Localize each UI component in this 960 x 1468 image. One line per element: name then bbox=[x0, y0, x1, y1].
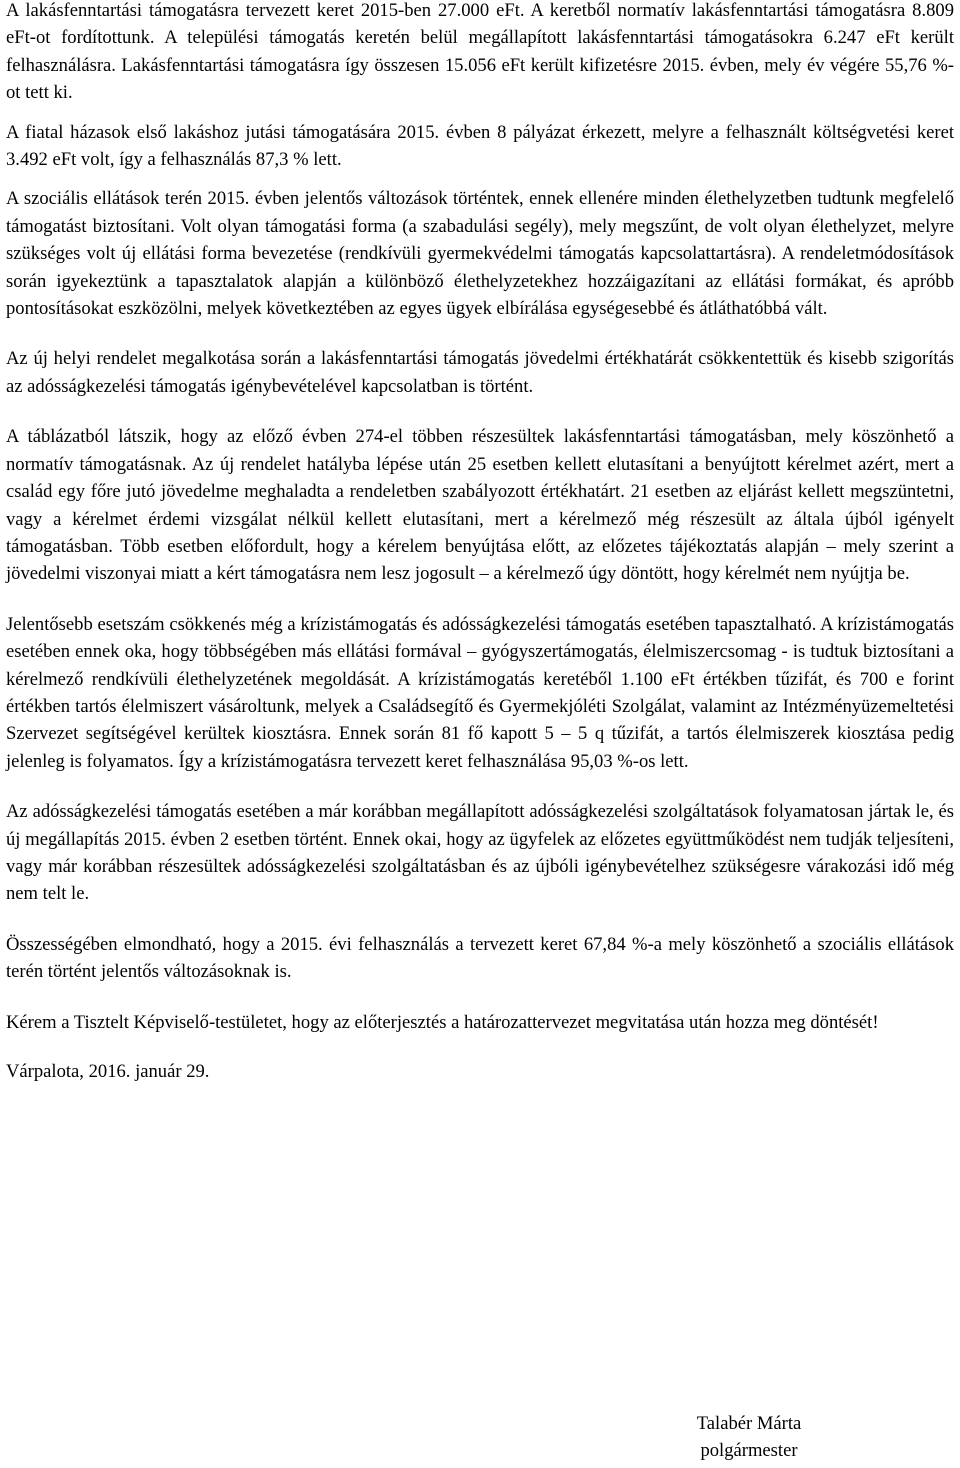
signature-block bbox=[664, 1410, 834, 1465]
paragraph-request: Kérem a Tisztelt Képviselő-testületet, hogy az előterjesztés a határozattervezet megvitatása után hozza meg döntését! bbox=[6, 1011, 879, 1033]
signatory-name: Talabér Márta bbox=[696, 1413, 802, 1434]
signatory-title: polgármester bbox=[700, 1440, 798, 1462]
date-line: Várpalota, 2016. január 29. bbox=[6, 1061, 210, 1082]
paragraph-crisis-support: Jelentősebb esetszám csökkenés még a krízistámogatás és adósságkezelési támogatás esetében tapasztalható. A krízistámogatás esetében ennek oka, hogy többségében más ellátási formával – gyógyszertámogatás, élelmiszercsomag - is tudtuk biztosítani a kérelmező rendkívüli élethelyzetének megoldását. A krízistámogatás keretéből 1.100 eFt értékben tűzifát, és 700 e forint értékben tartós élelmiszert vásároltunk, melyek a Családsegítő és Gyermekjóléti Szolgálat, valamint az Intézményüzemeltetési Szervezet segítségével kerültek kiosztásra. Ennek során 81 fő kapott 5 – 5 q tűzifát, a tartós élelmiszerek kiosztása pedig jelenleg is folyamatos. Így a krízistámogatásra tervezett keret felhasználása 95,03 %-os lett. bbox=[6, 613, 954, 772]
paragraph-summary: Összességében elmondható, hogy a 2015. évi felhasználás a tervezett keret 67,84 %-a mely köszönhető a szociális ellátások terén történt jelentős változásoknak is. bbox=[6, 933, 954, 983]
paragraph-debt-management: Az adósságkezelési támogatás esetében a már korábban megállapított adósságkezelési szolgáltatások folyamatosan jártak le, és új megállapítás 2015. évben 2 esetben történt. Ennek okai, hogy az ügyfelek az előzetes együttműködést nem tudják teljesíteni, vagy már korábban részesültek adósságkezelési szolgáltatásban és az újbóli igénybevételhez szükségesre várakozási idő még nem telt le. bbox=[6, 801, 954, 905]
paragraph-new-regulation: Az új helyi rendelet megalkotása során a lakásfenntartási támogatás jövedelmi értékhatárát csökkentettük és kisebb szigorítás az adósságkezelési támogatás igénybevételével kapcsolatban is történt. bbox=[6, 348, 954, 397]
paragraph-housing-support: A lakásfenntartási támogatásra tervezett keret 2015-ben 27.000 eFt. A keretből normatív lakásfenntartási támogatásra 8.809 eFt-ot fordítottunk. A települési támogatás keretén belül megállapított lakásfenntartási támogatásokra 6.247 eFt került felhasználásra. Lakásfenntartási támogatásra így összesen 15.056 eFt került kifizetésre 2015. évben, mely év végére 55,76 %-ot tett ki. bbox=[6, 0, 954, 104]
paragraph-social-services: A szociális ellátások terén 2015. évben jelentős változások történtek, ennek ellenére minden élethelyzetben tudtunk megfelelő támogatást biztosítani. Volt olyan támogatási forma (a szabadulási segély), mely megszűnt, de volt olyan élethelyzet, melyre szükséges volt új ellátási forma bevezetése (rendkívüli gyermekvédelmi támogatás kapcsolattartásra). A rendeletmódosítások során igyekeztünk a tapasztalatok alapján a különböző élethelyzetekhez hozzáigazítani az ellátási formákat, és apróbb pontosításokat eszközölni, melyek következtében az egyes ügyek elbírálása egységesebbé és átláthatóbbá vált. bbox=[6, 188, 954, 320]
paragraph-young-couples: A fiatal házasok első lakáshoz jutási támogatására 2015. évben 8 pályázat érkezett, melyre a felhasznált költségvetési keret 3.492 eFt volt, így a felhasználás 87,3 % lett. bbox=[6, 121, 954, 171]
paragraph-table-analysis: A táblázatból látszik, hogy az előző évben 274-el többen részesültek lakásfenntartási támogatásban, mely köszönhető a normatív támogatásnak. Az új rendelet hatályba lépése után 25 esetben kellett elutasítani a benyújtott kérelmet azért, mert a család egy főre jutó jövedelme meghaladta a rendeletben szabályozott értékhatárt. 21 esetben az eljárást kellett megszüntetni, vagy a kérelmet érdemi vizsgálat nélkül kellett elutasítani, mert a kérelmező még részesült az általa újból igényelt támogatásban. Több esetben előfordult, hogy a kérelem benyújtása előtt, az előzetes tájékoztatás alapján – mely szerint a jövedelmi viszonyai miatt a kért támogatásra nem lesz jogosult – a kérelmező úgy döntött, hogy kérelmét nem nyújtja be. bbox=[6, 426, 954, 585]
document-body bbox=[6, 0, 954, 1085]
